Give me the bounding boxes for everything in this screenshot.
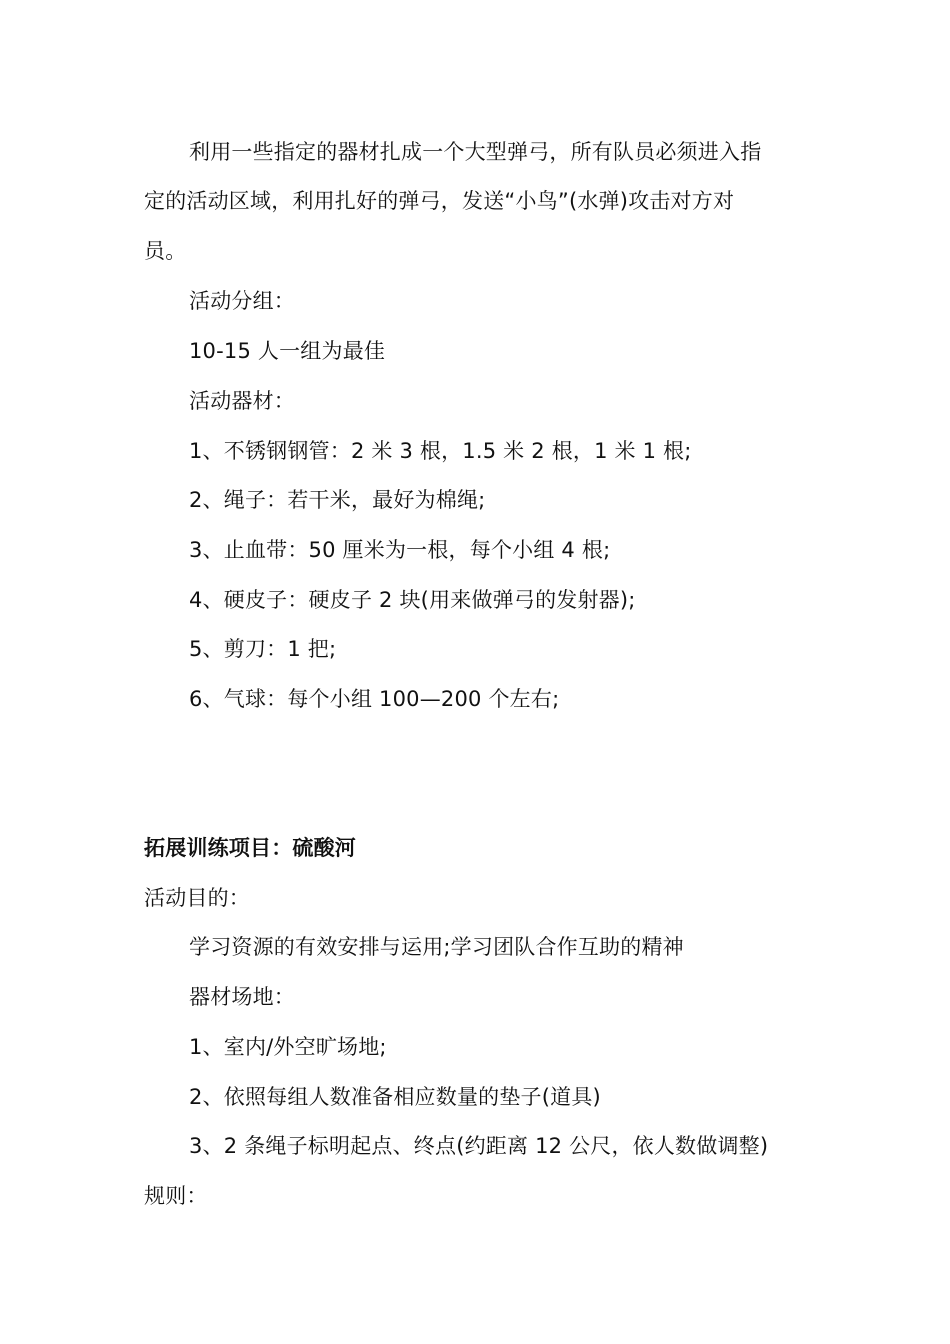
section-title: 拓展训练项目：硫酸河 <box>144 836 356 860</box>
purpose-label: 活动目的： <box>144 886 250 910</box>
venue-item: 1、室内/外空旷场地; <box>189 1035 387 1059</box>
equipment-item: 5、剪刀：1 把; <box>189 637 337 661</box>
rules-label: 规则： <box>144 1184 208 1208</box>
equipment-item: 6、气球：每个小组 100—200 个左右; <box>189 687 560 711</box>
equipment-item: 2、绳子：若干米，最好为棉绳; <box>189 488 486 512</box>
purpose-value: 学习资源的有效安排与运用;学习团队合作互助的精神 <box>189 935 684 959</box>
intro-line-1: 利用一些指定的器材扎成一个大型弹弓，所有队员必须进入指 <box>189 140 762 164</box>
equipment-item: 1、不锈钢钢管：2 米 3 根，1.5 米 2 根，1 米 1 根; <box>189 439 692 463</box>
intro-line-2: 定的活动区域，利用扎好的弹弓，发送“小鸟”(水弹)攻击对方对 <box>144 189 735 213</box>
equipment-label: 活动器材： <box>189 389 295 413</box>
venue-item: 3、2 条绳子标明起点、终点(约距离 12 公尺，依人数做调整) <box>189 1134 769 1158</box>
equipment-item: 4、硬皮子：硬皮子 2 块(用来做弹弓的发射器); <box>189 588 636 612</box>
intro-line-3: 员。 <box>144 239 187 263</box>
venue-item: 2、依照每组人数准备相应数量的垫子(道具) <box>189 1085 601 1109</box>
grouping-label: 活动分组： <box>189 289 295 313</box>
venue-label: 器材场地： <box>189 985 295 1009</box>
equipment-item: 3、止血带：50 厘米为一根，每个小组 4 根; <box>189 538 611 562</box>
grouping-value: 10-15 人一组为最佳 <box>189 339 386 363</box>
